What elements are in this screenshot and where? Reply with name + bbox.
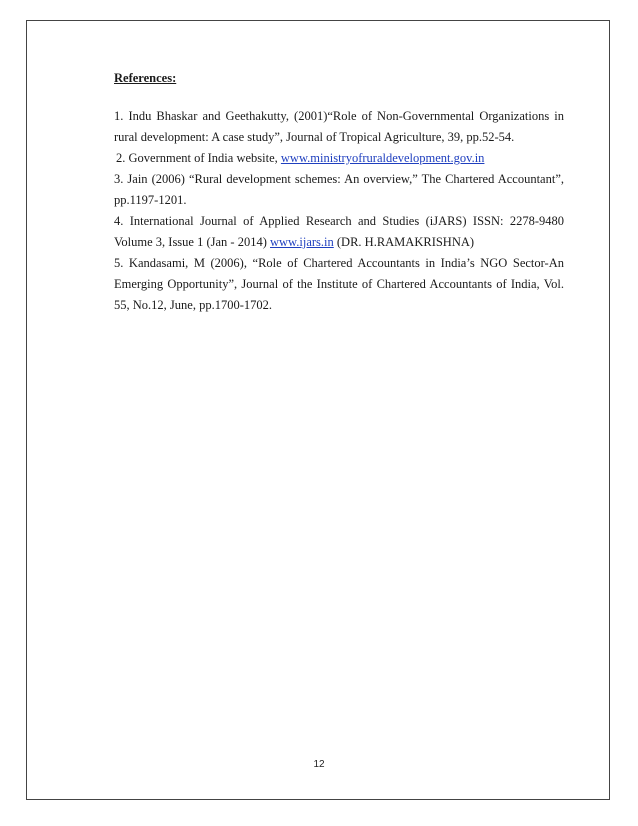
reference-5	[114, 253, 564, 316]
reference-4-text: 4. International Journal of Applied Research and Studies (iJARS) ISSN: 2278-9480 Volume 3, Issue 1 (Jan - 2014)	[114, 214, 564, 249]
reference-2-text: 2. Government of India website,	[116, 151, 281, 165]
reference-1	[114, 106, 564, 148]
reference-1-text: 1. Indu Bhaskar and Geethakutty, (2001)“Role of Non-Governmental Organizations in rural development: A case study”, Journal of Tropical Agriculture, 39, pp.52-54.	[114, 109, 564, 144]
reference-4	[114, 211, 564, 253]
references-section	[114, 68, 564, 316]
page-number: 12	[313, 759, 325, 770]
reference-2	[114, 148, 564, 169]
reference-3	[114, 169, 564, 211]
ijars-website-link[interactable]: www.ijars.in	[270, 235, 334, 249]
reference-5-text: 5. Kandasami, M (2006), “Role of Chartered Accountants in India’s NGO Sector-An Emerging Opportunity”, Journal of the Institute of Chartered Accountants of India, Vol. 55, No.12, June, pp.1700-1702.	[114, 256, 564, 312]
ministry-website-link[interactable]: www.ministryofruraldevelopment.gov.in	[280, 151, 485, 165]
references-heading: References:	[114, 71, 177, 85]
reference-3-text: 3. Jain (2006) “Rural development schemes: An overview,” The Chartered Accountant”, pp.1197-1201.	[114, 172, 564, 207]
reference-4-author: (DR. H.RAMAKRISHNA)	[333, 235, 475, 249]
